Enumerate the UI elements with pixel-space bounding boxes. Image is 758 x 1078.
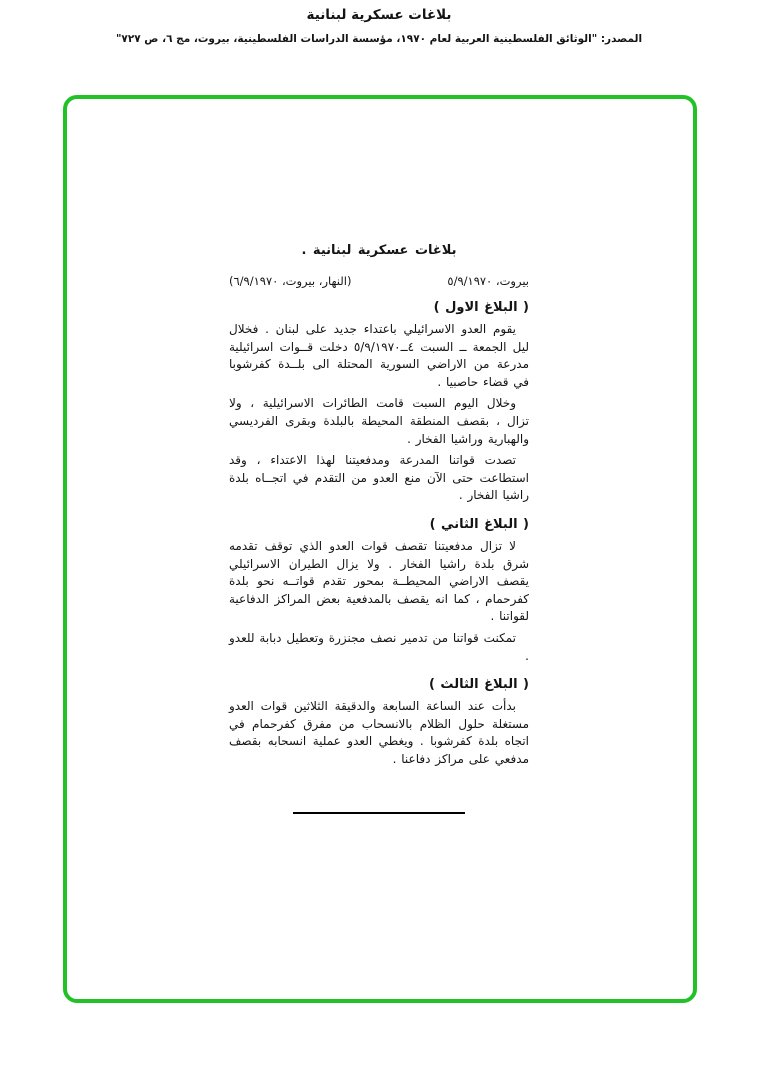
document-title: بلاغات عسكرية لبنانية . [301, 243, 457, 258]
section-heading-3: ( البلاغ الثالث ) [428, 677, 529, 693]
page-title: بلاغات عسكرية لبنانية [306, 7, 452, 23]
communique-section-2 [229, 517, 529, 665]
paragraph: تصدت قواتنا المدرعة ومدفعيتنا لهذا الاعتداء ، وقد استطاعت حتى الآن منع العدو من التقدم في اتجــاه بلدة راشيا الفخار . [229, 453, 529, 503]
bottom-rule [293, 812, 465, 814]
document-highlight-frame [63, 95, 697, 1003]
communique-section-1 [229, 300, 529, 505]
section-heading-2: ( البلاغ الثاني ) [429, 516, 529, 532]
communique-section-3 [229, 677, 529, 768]
paragraph: وخلال اليوم السبت قامت الطائرات الاسرائيلية ، ولا تزال ، بقصف المنطقة المحيطة بالبلدة وبقرى الفرديسي والهبارية وراشيا الفخار . [229, 396, 529, 446]
dateline-place-date: بيروت، ٥/٩/١٩٧٠ [447, 274, 529, 288]
source-line: المصدر: "الوثائق الفلسطينية العربية لعام ١٩٧٠، مؤسسة الدراسات الفلسطينية، بيروت، مج ٦، ص ٧٢٧" [115, 33, 643, 45]
top-header [0, 7, 758, 45]
document-body [229, 243, 529, 814]
dateline [229, 274, 529, 288]
paragraph: تمكنت قواتنا من تدمير نصف مجنزرة وتعطيل دبابة للعدو . [229, 630, 529, 663]
paragraph: لا تزال مدفعيتنا تقصف قوات العدو الذي توقف تقدمه شرق بلدة راشيا الفخار . ولا يزال الطيران الاسرائيلي يقصف الاراضي المحيطــة بمحور تقدم قواتــه نحو بلدة كفرحمام ، كما انه يقصف بالمدفعية بعض المراكز الدفاعية لقواتنا . [229, 538, 529, 624]
dateline-newspaper: (النهار، بيروت، ٦/٩/١٩٧٠) [229, 274, 352, 288]
paragraph: يقوم العدو الاسرائيلي باعتداء جديد على لبنان . فخلال ليل الجمعة ــ السبت ٤ــ٥/٩/١٩٧٠ دخلت قــوات اسرائيلية مدرعة من الاراضي السورية المحتلة الى بلــدة كفرشوبا في قضاء حاصبيا . [229, 322, 530, 389]
paragraph: بدأت عند الساعة السابعة والدقيقة الثلاثين قوات العدو مستغلة حلول الظلام بالانسحاب من مفرق كفرحمام في اتجاه بلدة كفرشوبا . ويغطي العدو عملية انسحابه بقصف مدفعي على مراكز دفاعنا . [229, 699, 529, 766]
section-heading-1: ( البلاغ الاول ) [433, 300, 529, 315]
